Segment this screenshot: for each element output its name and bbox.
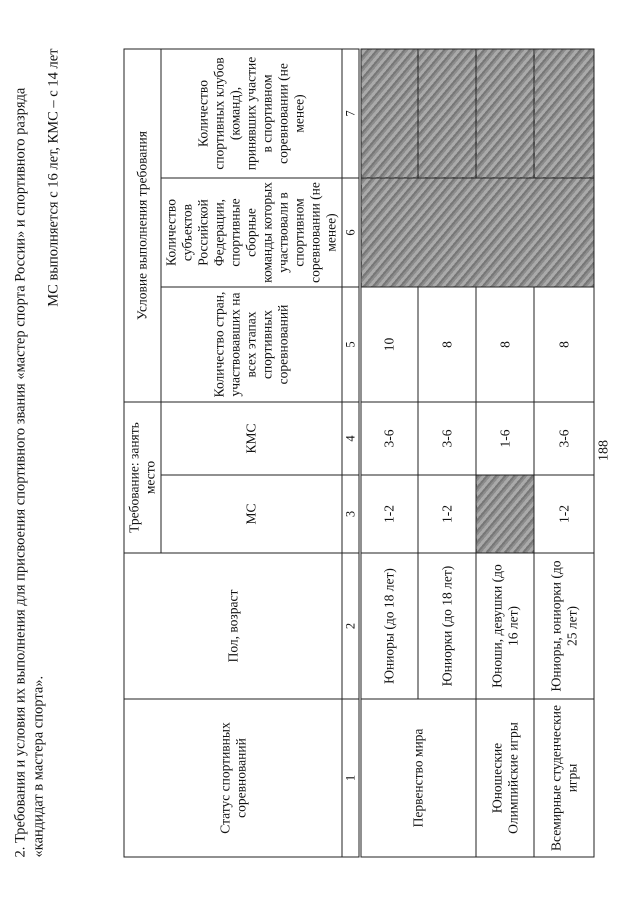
ms-cell: 1-2 (534, 475, 594, 553)
header-requirement: Требование: занять место (124, 402, 161, 553)
header-countries: Количество стран, участвовавших на всех этапах спортивных соревнований (161, 287, 342, 402)
header-ms: МС (161, 475, 342, 553)
header-kms: КМС (161, 402, 342, 475)
countries-cell: 8 (534, 287, 594, 402)
age-note: МС выполняется с 16 лет, КМС – с 14 лет (45, 48, 61, 307)
shaded-cell (360, 178, 594, 287)
status-cell: Юношеские Олимпийские игры (476, 699, 534, 857)
shaded-cell (534, 49, 594, 178)
table-row (534, 49, 594, 857)
shaded-cell (476, 475, 534, 553)
kms-cell: 3-6 (534, 402, 594, 475)
sex-age-cell: Юниоры, юниорки (до 25 лет) (534, 553, 594, 699)
col-num: 6 (342, 178, 360, 287)
col-num: 4 (342, 402, 360, 475)
requirements-table (123, 48, 594, 857)
col-num: 2 (342, 553, 360, 699)
ms-cell: 1-2 (360, 475, 418, 553)
kms-cell: 3-6 (418, 402, 476, 475)
column-number-row (342, 49, 360, 857)
status-cell: Всемирные студенческие игры (534, 699, 594, 857)
header-clubs: Количество спортивных клубов (команд), принявших участие в спортивном соревновании (не менее) (161, 49, 342, 178)
countries-cell: 8 (418, 287, 476, 402)
table-row (360, 49, 418, 857)
shaded-cell (360, 49, 418, 178)
header-subjects: Количество субъектов Российской Федерации, спортивные сборные команды которых участвовали в спортивном соревновании (не менее) (161, 178, 342, 287)
col-num: 1 (342, 699, 360, 857)
col-num: 3 (342, 475, 360, 553)
kms-cell: 3-6 (360, 402, 418, 475)
header-conditions: Условие выполнения требования (124, 49, 161, 402)
page-number: 188 (596, 439, 611, 461)
sex-age-cell: Юниоры (до 18 лет) (360, 553, 418, 699)
countries-cell: 8 (476, 287, 534, 402)
sex-age-cell: Юниорки (до 18 лет) (418, 553, 476, 699)
table-row (476, 49, 534, 857)
heading-line2: «кандидат в мастера спорта». (30, 675, 46, 857)
status-cell: Первенство мира (360, 699, 476, 857)
countries-cell: 10 (360, 287, 418, 402)
col-num: 5 (342, 287, 360, 402)
kms-cell: 1-6 (476, 402, 534, 475)
header-status: Статус спортивных соревнований (124, 699, 342, 857)
shaded-cell (476, 49, 534, 178)
shaded-cell (418, 49, 476, 178)
col-num: 7 (342, 49, 360, 178)
header-sex-age: Пол, возраст (124, 553, 342, 699)
heading-line1: 2. Требования и условия их выполнения для присвоения спортивного звания «мастер спорта России» и спортивного разряда (12, 87, 28, 857)
ms-cell: 1-2 (418, 475, 476, 553)
sex-age-cell: Юноши, девушки (до 16 лет) (476, 553, 534, 699)
